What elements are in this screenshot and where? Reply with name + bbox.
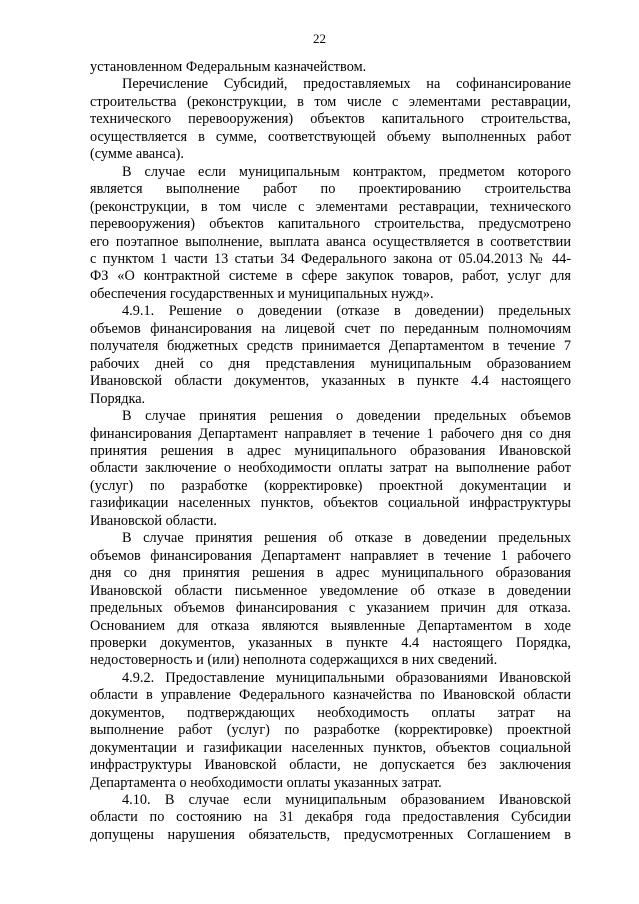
text-line: обеспечения государственных и муниципальных нужд». — [90, 285, 434, 302]
text-line: области по состоянию на 31 декабря года предоставления Субсидии — [90, 809, 571, 826]
text-line: объемов финансирования Департамент направляет в течение 1 рабочего — [90, 547, 571, 564]
paragraph — [90, 164, 571, 304]
page-number: 22 — [313, 31, 326, 46]
text-line: документов, подтверждающих необходимость оплаты затрат на — [90, 704, 571, 721]
text-line: получателя бюджетных средств принимается Департаментом в течение 7 — [90, 338, 571, 355]
text-line: является выполнение работ по проектированию строительства — [90, 181, 571, 198]
text-line: установленном Федеральным казначейством. — [90, 59, 367, 75]
text-line: Основанием для отказа являются выявленные Департаментом в ходе — [90, 617, 571, 634]
text-line: перевооружения) объектов капитального строительства, предусмотрено — [90, 216, 571, 233]
text-line: предельных объемов финансирования с указанием причин для отказа. — [90, 600, 571, 617]
text-line: выполнение работ (услуг) по разработке (корректировке) проектной — [90, 722, 571, 739]
text-line: недостоверность и (или) неполнота содержащихся в них сведений. — [90, 652, 498, 669]
text-line: дня со дня принятия решения в адрес муниципального образования — [90, 565, 571, 582]
text-line: проверки документов, указанных в пункте 4.4 настоящего Порядка, — [90, 634, 571, 651]
text-line: (услуг) по разработке (корректировке) проектной документации и — [90, 477, 571, 494]
text-line: Ивановской области письменное уведомление об отказе в доведении — [90, 582, 571, 599]
text-line: В случае принятия решения о доведении предельных объемов — [122, 408, 571, 425]
text-line: Перечисление Субсидий, предоставляемых на софинансирование — [122, 76, 571, 93]
text-line: (реконструкции, в том числе с элементами реставрации, технического — [90, 198, 571, 215]
text-line: строительства (реконструкции, в том числе с элементами реставрации, — [90, 93, 571, 110]
text-line: принятия решения в адрес муниципального образования Ивановской — [90, 442, 571, 459]
text-line: (сумме аванса). — [90, 146, 184, 163]
text-line: Ивановской области. — [90, 512, 218, 529]
paragraph — [90, 530, 571, 670]
text-line: инфраструктуры Ивановской области, не допускается без заключения — [90, 757, 571, 774]
text-line: допущены нарушения обязательств, предусмотренных Соглашением в — [90, 826, 571, 843]
paragraph — [90, 76, 571, 163]
document-body — [90, 59, 571, 844]
text-line: финансирования Департамент направляет в течение 1 рабочего дня со дня — [90, 425, 571, 442]
text-line: объемов финансирования на лицевой счет по переданным полномочиям — [90, 320, 571, 337]
text-line: его поэтапное выполнение, выплата аванса осуществляется в соответствии — [90, 233, 571, 250]
text-line: Порядка. — [90, 390, 146, 407]
text-line: В случае принятия решения об отказе в доведении предельных — [122, 530, 571, 547]
paragraph — [90, 792, 571, 844]
text-line: рабочих дней со дня представления муниципальным образованием — [90, 355, 571, 372]
text-line: Ивановской области документов, указанных в пункте 4.4 настоящего — [90, 373, 571, 390]
paragraph — [90, 408, 571, 530]
text-line: ФЗ «О контрактной системе в сфере закупок товаров, работ, услуг для — [90, 268, 571, 285]
text-line: 4.10. В случае если муниципальным образованием Ивановской — [122, 792, 571, 809]
text-line: осуществляется в сумме, соответствующей объему выполненных работ — [90, 128, 571, 145]
text-line: газификации населенных пунктов, объектов социальной инфраструктуры — [90, 495, 571, 512]
paragraph — [90, 303, 571, 408]
paragraph — [90, 59, 571, 76]
text-line: 4.9.1. Решение о доведении (отказе в доведении) предельных — [122, 303, 571, 320]
text-line: 4.9.2. Предоставление муниципальными образованиями Ивановской — [122, 669, 571, 686]
text-line: области заключение о необходимости оплаты затрат на выполнение работ — [90, 460, 571, 477]
text-line: технического перевооружения) объектов капитального строительства, — [90, 111, 571, 128]
text-line: документации и газификации населенных пунктов, объектов социальной — [90, 739, 571, 756]
text-line: Департамента о необходимости оплаты указанных затрат. — [90, 774, 442, 791]
paragraph — [90, 670, 571, 792]
text-line: В случае если муниципальным контрактом, предметом которого — [122, 163, 571, 180]
text-line: области в управление Федерального казначейства по Ивановской области — [90, 687, 571, 704]
text-line: с пунктом 1 части 13 статьи 34 Федерального закона от 05.04.2013 № 44- — [90, 250, 571, 267]
